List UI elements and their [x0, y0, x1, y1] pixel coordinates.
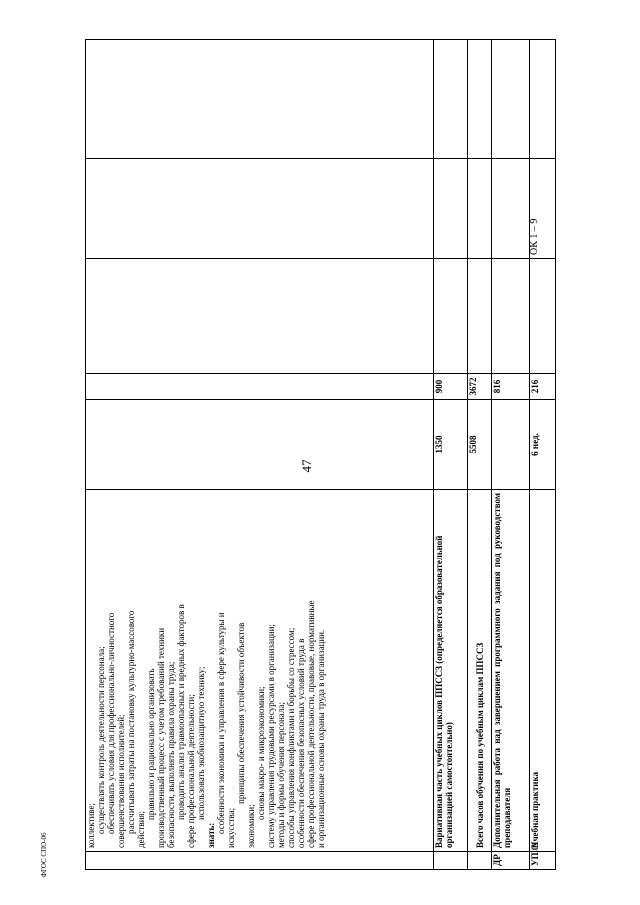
- cell-empty: [530, 40, 556, 159]
- content-line: сфере профессиональной деятельности, правовые, нормативные: [306, 600, 316, 848]
- content-line: использовать экобиозащитную технику;: [196, 666, 206, 820]
- table-row-content: [86, 40, 434, 870]
- cell-competency-empty: [86, 159, 434, 259]
- cell-max-load-empty: [86, 400, 434, 490]
- content-line: действия;: [136, 810, 146, 848]
- dr-code: ДР: [492, 852, 530, 870]
- content-line: принципы обеспечения устойчивости объектов: [236, 622, 246, 804]
- content-line: и организационные основы охраны труда в организации.: [316, 629, 326, 848]
- page-number: 47: [299, 459, 314, 473]
- content-line: рассчитывать затраты на постановку культурно-массового: [126, 610, 136, 834]
- content-line: искусства;: [226, 807, 236, 848]
- cell-empty: [434, 259, 468, 374]
- total-max-load: 5508: [468, 400, 492, 490]
- cell-code-empty: [86, 852, 434, 870]
- up-compulsory: 216: [530, 374, 556, 400]
- cell-code-empty: [434, 852, 468, 870]
- dr-name: Дополнительная работа над завершением программного задания под руководством преподавателя: [492, 490, 530, 852]
- content-line: способы управления конфликтами и борьбы со стрессом;: [286, 627, 296, 848]
- section-heading: знать:: [206, 822, 216, 848]
- content-line: производственный процесс с учетом требований техники: [156, 627, 166, 848]
- cell-code-empty: [468, 852, 492, 870]
- content-line: систему управления трудовыми ресурсами в организации;: [266, 624, 276, 848]
- cell-empty: [434, 159, 468, 259]
- cell-empty: [468, 40, 492, 159]
- curriculum-table: [85, 39, 556, 870]
- cell-empty: [468, 259, 492, 374]
- total-name: Всего часов обучения по учебным циклам ППССЗ: [468, 490, 492, 852]
- content-line: особенности обеспечения безопасных условий труда в: [296, 638, 306, 848]
- cell-empty: [492, 400, 530, 490]
- cell-compulsory-empty: [86, 374, 434, 400]
- cell-empty: [530, 259, 556, 374]
- cell-discipline-empty: [86, 259, 434, 374]
- content-line: совершенствования исполнителей;: [116, 714, 126, 848]
- variative-max-load: 1350: [434, 400, 468, 490]
- cell-empty: [492, 259, 530, 374]
- content-line: сфере профессиональной деятельности;: [186, 694, 196, 848]
- content-line: осуществлять контроль деятельности персонала;: [96, 646, 106, 834]
- content-line: обеспечивать условия для профессионально-личностного: [106, 612, 116, 834]
- cell-empty: [468, 159, 492, 259]
- dr-compulsory: 816: [492, 374, 530, 400]
- up-competencies: ОК 1 – 9: [530, 159, 556, 259]
- cell-empty: [492, 40, 530, 159]
- variative-name: Вариативная часть учебных циклов ППССЗ (определяется образовательной организацией самостоятельно): [434, 490, 468, 852]
- skills-knowledge-cell: [86, 490, 434, 852]
- content-line: правильно и рационально организовать: [146, 668, 156, 820]
- table-row-dr: [492, 40, 530, 870]
- content-line: экономики;: [246, 804, 256, 848]
- content-line: безопасности, выполнять правила охраны труда;: [166, 661, 176, 848]
- table-row-total: [468, 40, 492, 870]
- content-line: основы макро- и микроэкономики;: [256, 686, 266, 820]
- curriculum-table-wrapper: [85, 40, 555, 870]
- up-code: УП.01: [530, 852, 556, 870]
- up-max-load: 6 нед.: [530, 400, 556, 490]
- content-line: коллективе;: [86, 803, 96, 848]
- cell-empty: [434, 40, 468, 159]
- cell-empty: [492, 159, 530, 259]
- cell-extra-empty: [86, 40, 434, 159]
- rotated-table-container: [85, 40, 555, 870]
- total-compulsory: 3672: [468, 374, 492, 400]
- content-line: методы и формы обучения персонала;: [276, 702, 286, 848]
- up-name: Учебная практика: [530, 490, 556, 852]
- content-line: особенности экономики и управления в сфере культуры и: [216, 612, 226, 834]
- variative-compulsory: 900: [434, 374, 468, 400]
- content-line: проводить анализ травмоопасных и вредных факторов в: [176, 604, 186, 820]
- table-row-up: [530, 40, 556, 870]
- footer-code: ФГОС СПО-06: [40, 832, 48, 878]
- table-row-variative: [434, 40, 468, 870]
